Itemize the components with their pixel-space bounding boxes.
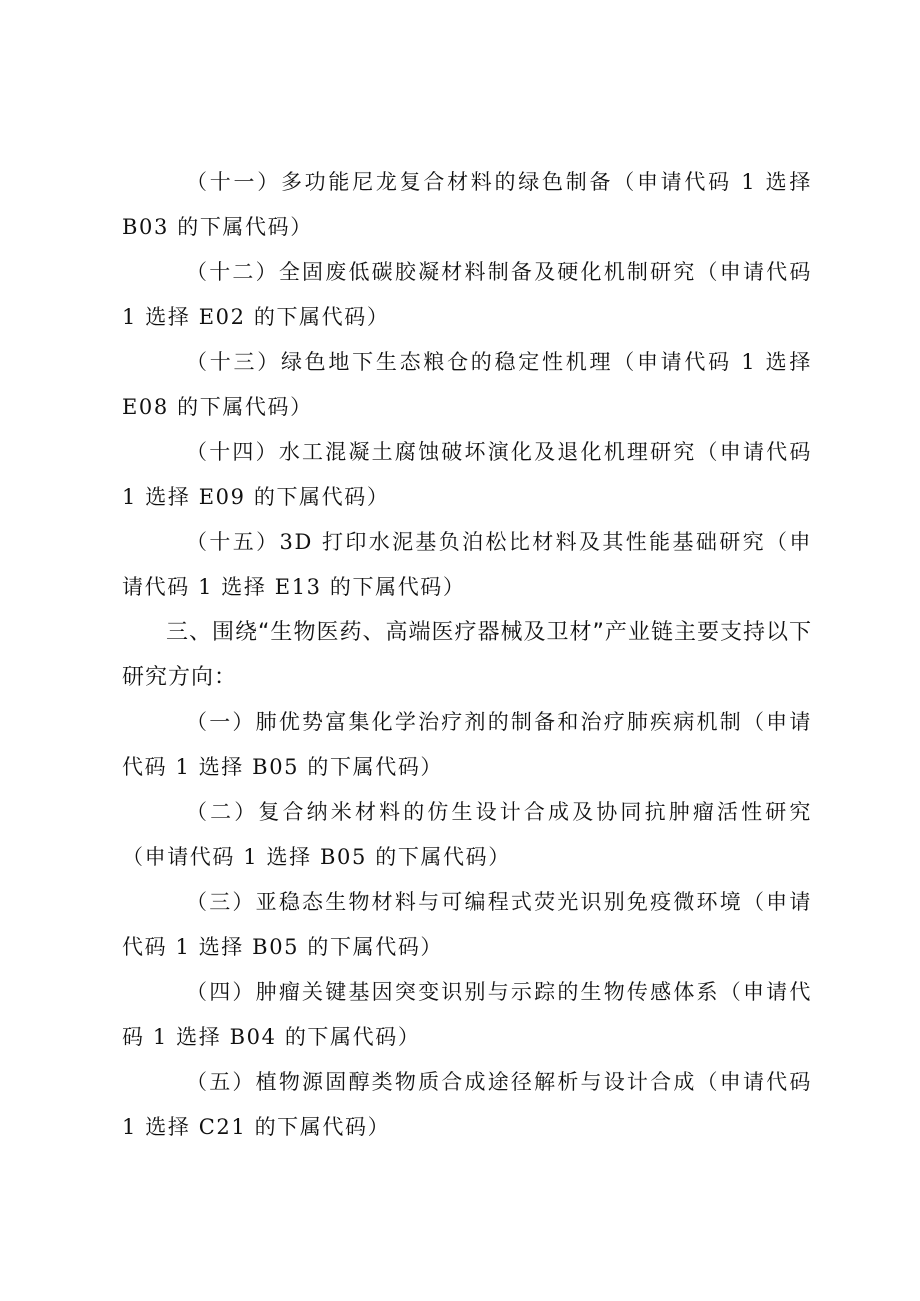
item-label: （三） (186, 890, 256, 914)
bio-research-item-1 (122, 700, 812, 790)
research-item-15 (122, 520, 812, 610)
item-label: （五） (186, 1070, 256, 1094)
item-text: 肺优势富集化学治疗剂的制备和治疗肺疾病机制（申请代码 1 选择 B05 的下属代码） (122, 710, 812, 779)
item-text: 3D 打印水泥基负泊松比材料及其性能基础研究（申请代码 1 选择 E13 的下属代码） (122, 530, 812, 599)
item-text: 水工混凝土腐蚀破坏演化及退化机理研究（申请代码 1 选择 E09 的下属代码） (122, 440, 812, 509)
item-label: （十二） (186, 260, 279, 284)
item-text: 肿瘤关键基因突变识别与示踪的生物传感体系（申请代码 1 选择 B04 的下属代码） (122, 980, 812, 1049)
item-text: 全固废低碳胶凝材料制备及硬化机制研究（申请代码 1 选择 E02 的下属代码） (122, 260, 812, 329)
research-item-14 (122, 430, 812, 520)
bio-research-item-5 (122, 1060, 812, 1150)
bio-research-item-3 (122, 880, 812, 970)
item-label: （十五） (186, 530, 280, 554)
item-label: （一） (186, 710, 256, 734)
item-text: 绿色地下生态粮仓的稳定性机理（申请代码 1 选择 E08 的下属代码） (122, 350, 812, 419)
research-item-13 (122, 340, 812, 430)
item-text: 植物源固醇类物质合成途径解析与设计合成（申请代码 1 选择 C21 的下属代码） (122, 1070, 812, 1139)
item-label: （十一） (186, 170, 281, 194)
item-label: （二） (186, 800, 259, 824)
item-text: 复合纳米材料的仿生设计合成及协同抗肿瘤活性研究（申请代码 1 选择 B05 的下属代码） (122, 800, 812, 869)
item-label: （十四） (186, 440, 279, 464)
bio-research-item-2 (122, 790, 812, 880)
research-item-12 (122, 250, 812, 340)
research-item-11 (122, 160, 812, 250)
item-label: （十三） (186, 350, 281, 374)
bio-research-item-4 (122, 970, 812, 1060)
item-label: （四） (186, 980, 256, 1004)
section-heading: 三、围绕“生物医药、高端医疗器械及卫材”产业链主要支持以下研究方向： (122, 620, 812, 690)
item-text: 亚稳态生物材料与可编程式荧光识别免疫微环境（申请代码 1 选择 B05 的下属代码） (122, 890, 812, 959)
item-text: 多功能尼龙复合材料的绿色制备（申请代码 1 选择 B03 的下属代码） (122, 170, 812, 239)
